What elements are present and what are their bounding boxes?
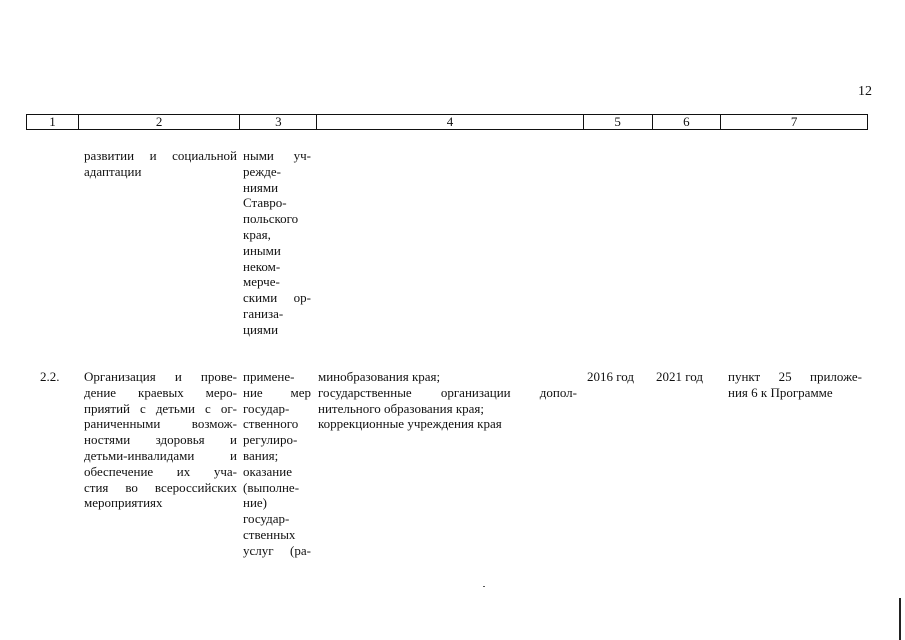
- row-col2-event: [84, 369, 237, 511]
- text-line: Организация и прове-: [84, 369, 237, 384]
- text-line: края,: [243, 226, 271, 242]
- text-line: ния 6 к Программе: [728, 384, 833, 400]
- text-line: минобразования края;: [318, 369, 441, 384]
- continuation-col2: [84, 148, 237, 180]
- row-col4-executors: [318, 369, 577, 432]
- text-line: услуг (ра-: [243, 542, 311, 558]
- text-line: вания;: [243, 447, 279, 463]
- text-line: ганиза-: [243, 305, 284, 321]
- text-line: государственные организации допол-: [318, 384, 577, 400]
- text-line: неком-: [243, 258, 281, 274]
- text-line: государ-: [243, 400, 290, 416]
- text-line: стия во всероссийских: [84, 479, 237, 495]
- text-line: приятий с детьми с ог-: [84, 400, 237, 416]
- scan-edge-mark: [899, 598, 901, 640]
- text-line: циями: [243, 321, 279, 337]
- text-line: государ-: [243, 511, 290, 527]
- continuation-col3: [243, 148, 311, 338]
- scan-speck: [483, 586, 485, 587]
- text-line: примене-: [243, 369, 295, 384]
- text-line: (выполне-: [243, 479, 300, 495]
- text-line: ностями здоровья и: [84, 432, 237, 448]
- column-number-header: [26, 114, 868, 130]
- text-line: Ставро-: [243, 195, 287, 211]
- text-line: обеспечение их уча-: [84, 463, 237, 479]
- text-line: детьми-инвалидами и: [84, 447, 237, 463]
- text-line: регулиро-: [243, 432, 298, 448]
- row-col5-start-year: 2016 год: [587, 369, 634, 384]
- page-number: 12: [858, 84, 872, 99]
- text-line: скими ор-: [243, 290, 311, 306]
- text-line: мерче-: [243, 274, 280, 290]
- header-col-7: 7: [790, 114, 798, 129]
- header-col-4: 4: [317, 115, 583, 129]
- text-line: ние мер: [243, 384, 311, 400]
- text-line: пункт 25 приложе-: [728, 369, 862, 384]
- text-line: адаптации: [84, 163, 142, 179]
- header-col-5: 5: [584, 115, 653, 129]
- text-line: нительного образования края;: [318, 400, 484, 416]
- row-col3-form: [243, 369, 311, 559]
- text-line: иными: [243, 242, 281, 258]
- text-line: дение краевых меро-: [84, 384, 237, 400]
- text-line: ственного: [243, 416, 299, 432]
- text-line: ственных: [243, 526, 296, 542]
- text-line: режде-: [243, 163, 281, 179]
- row-number: 2.2.: [40, 369, 60, 384]
- text-line: польского: [243, 211, 299, 227]
- text-line: ными уч-: [243, 148, 311, 163]
- text-line: коррекционные учреждения края: [318, 416, 502, 432]
- text-line: ниями: [243, 179, 279, 195]
- text-line: раниченными возмож-: [84, 416, 237, 432]
- header-col-2: 2: [79, 115, 241, 129]
- text-line: развитии и социальной: [84, 148, 237, 163]
- header-col-1: 1: [27, 115, 79, 129]
- text-line: ние): [243, 495, 268, 511]
- text-line: оказание: [243, 463, 292, 479]
- header-col-6: 6: [653, 115, 722, 129]
- row-col7-reference: [728, 369, 862, 401]
- row-col6-end-year: 2021 год: [656, 369, 703, 384]
- text-line: мероприятиях: [84, 495, 163, 511]
- header-col-3: 3: [240, 115, 317, 129]
